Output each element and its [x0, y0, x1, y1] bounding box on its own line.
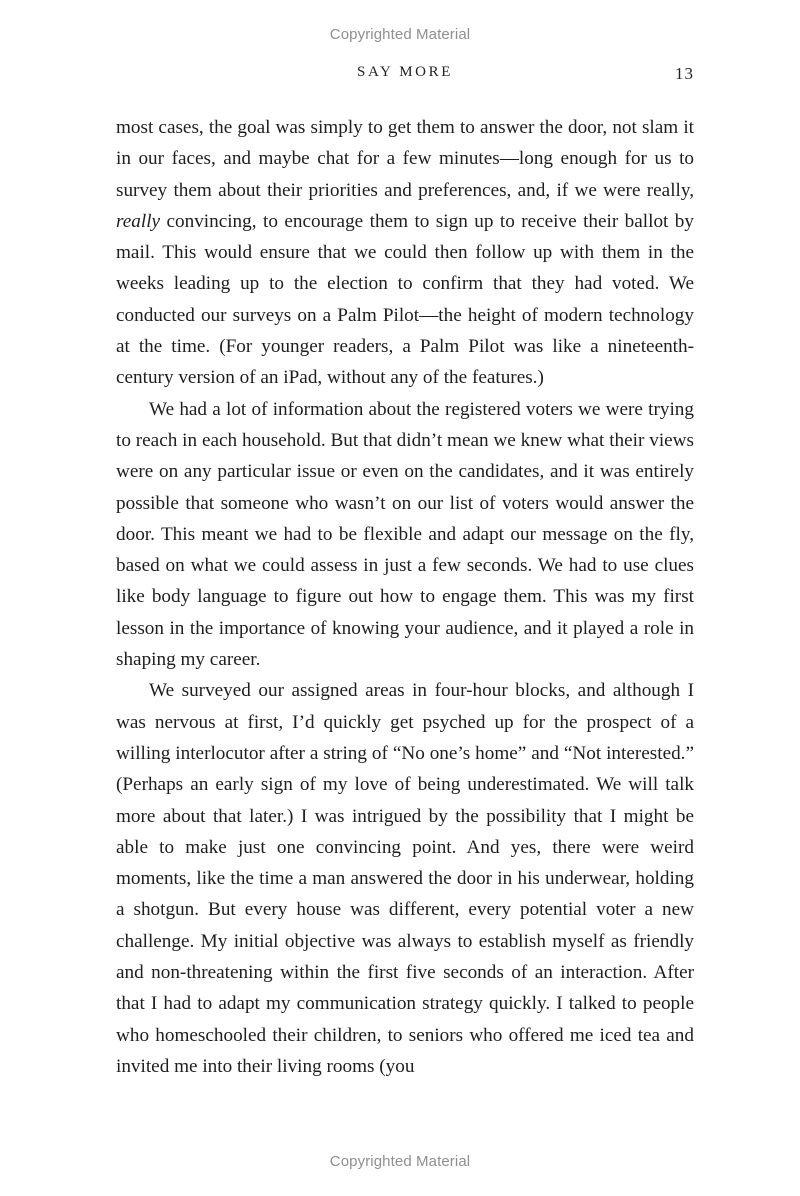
paragraph-3: We surveyed our assigned areas in four-hour blocks, and although I was nervous at first, I’d quickly get psyched up for the prospect of a willing interlocutor after a string of “No one’s home” and “Not interested.” (Perhaps an early sign of my love of being underestimated. We will talk more about that later.) I was intrigued by the possibility that I might be able to make just one convincing point. And yes, there were weird moments, like the time a man answered the door in his underwear, holding a shotgun. But every house was different, every potential voter a new challenge. My initial objective was always to establish myself as friendly and non-threatening within the first five seconds of an interaction. After that I had to adapt my communication strategy quickly. I talked to people who homeschooled their children, to seniors who offered me iced tea and invited me into their living rooms (you: [116, 680, 694, 1077]
paragraph-1: [116, 112, 694, 394]
running-title: SAY MORE: [357, 64, 453, 80]
page-number: 13: [675, 64, 694, 83]
paragraph-1-text-end: convincing, to encourage them to sign up to receive their ballot by mail. This would ensure that we could then follow up with them in the weeks leading up to the election to confirm that they had voted. We conducted our surveys on a Palm Pilot—the height of modern technology at the time. (For younger readers, a Palm Pilot was like a nineteenth-century version of an iPad, without any of the features.): [116, 210, 694, 389]
copyright-watermark-bottom: Copyrighted Material: [329, 1153, 471, 1170]
running-header: [116, 64, 694, 88]
body-text: [116, 112, 694, 1082]
paragraph-1-text-start: most cases, the goal was simply to get them to answer the door, not slam it in our faces, and maybe chat for a few minutes—long enough for us to survey them about their priorities and preferences, and, if we were really,: [116, 117, 694, 201]
paragraph-2: We had a lot of information about the registered voters we were trying to reach in each household. But that didn’t mean we knew what their views were on any particular issue or even on the candidates, and it was entirely possible that someone who wasn’t on our list of voters would answer the door. This meant we had to be flexible and adapt our message on the fly, based on what we could assess in just a few seconds. We had to use clues like body language to figure out how to engage them. This was my first lesson in the importance of knowing your audience, and it played a role in shaping my career.: [116, 398, 694, 671]
copyright-watermark-top: Copyrighted Material: [329, 26, 471, 43]
paragraph-1-emphasis: really: [116, 210, 161, 232]
